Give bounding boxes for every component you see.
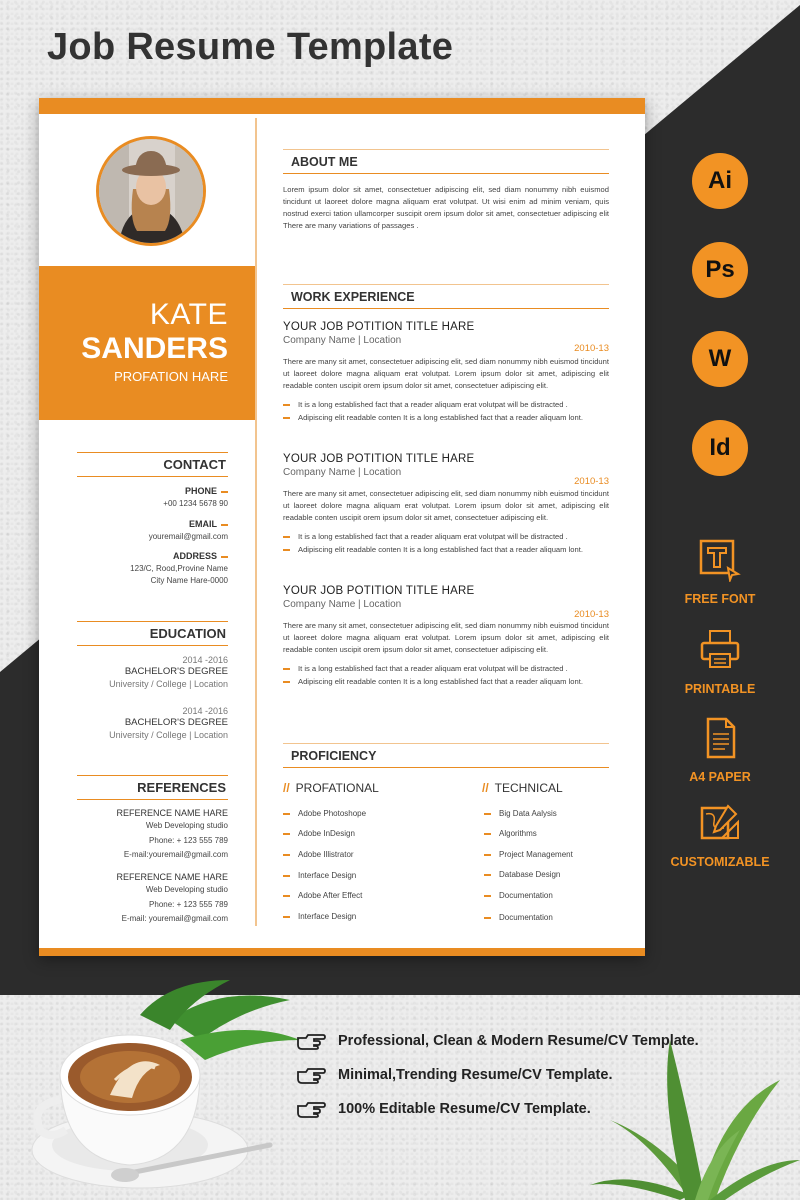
document-icon <box>698 716 742 760</box>
contact-heading: CONTACT <box>77 452 228 477</box>
dash-icon <box>283 549 290 551</box>
dash-icon <box>283 681 290 683</box>
work-years: 2010-13 <box>574 343 609 354</box>
education-item <box>77 654 228 690</box>
reference-name: REFERENCE NAME HARE <box>116 872 228 882</box>
reference-phone: Phone: + 123 555 789 <box>149 900 228 909</box>
page-title: Job Resume Template <box>47 26 454 68</box>
feature-label: A4 PAPER <box>689 770 751 784</box>
pointing-hand-icon <box>296 1032 326 1050</box>
phone-label: PHONE <box>184 486 217 496</box>
design-tools-icon <box>698 802 742 846</box>
profile-photo <box>96 136 206 246</box>
work-bullet: It is a long established fact that a reader aliquam erat volutpat will be distracted . <box>283 400 568 409</box>
education-years: 2014 -2016 <box>182 706 228 716</box>
work-description: There are many sit amet, consectetuer adipiscing elit, sed diam nonummy nibh euismod tincidunt ut laoreet dolore magna aliquam erat volutpat. Lorem ipsum dolor sit amet, adipiscing elit readable conten uscipit orem ipsum dolor sit amet, consectetuer adipiscing elit. <box>283 489 609 522</box>
dash-icon <box>221 556 228 558</box>
education-years: 2014 -2016 <box>182 655 228 665</box>
work-bullet: It is a long established fact that a reader aliquam erat volutpat will be distracted . <box>283 664 568 673</box>
work-title: YOUR JOB POTITION TITLE HARE <box>283 453 475 465</box>
pointing-hand-icon <box>296 1100 326 1118</box>
dash-icon <box>283 895 290 897</box>
dash-icon <box>283 854 290 856</box>
work-description: There are many sit amet, consectetuer adipiscing elit, sed diam nonummy nibh euismod tincidunt ut laoreet dolore magna aliquam erat volutpat. Lorem ipsum dolor sit amet, adipiscing elit readable conten uscipit orem ipsum dolor sit amet, consectetuer adipiscing elit. <box>283 357 609 390</box>
feature-label: FREE FONT <box>684 592 756 606</box>
proficiency-heading: PROFICIENCY <box>283 743 609 768</box>
name-band <box>39 266 255 420</box>
reference-org: Web Developing studio <box>145 820 228 830</box>
dash-icon <box>484 833 491 835</box>
reference-item <box>77 872 228 924</box>
profession-title: PROFATION HARE <box>114 369 228 384</box>
education-school: University / College | Location <box>109 730 228 740</box>
work-description: There are many sit amet, consectetuer adipiscing elit, sed diam nonummy nibh euismod tincidunt ut laoreet dolore magna aliquam erat volutpat. Lorem ipsum dolor sit amet, adipiscing elit readable conten uscipit orem ipsum dolor sit amet, consectetuer adipiscing elit. <box>283 621 609 654</box>
dash-icon <box>283 404 290 406</box>
promo-item: Professional, Clean & Modern Resume/CV Template. <box>296 1032 699 1050</box>
skill-item: Adobe Illistrator <box>283 850 354 859</box>
dash-icon <box>283 813 290 815</box>
education-degree: BACHELOR'S DEGREE <box>124 717 228 728</box>
coffee-cup-illustration <box>20 980 300 1195</box>
education-degree: BACHELOR'S DEGREE <box>124 666 228 677</box>
dash-icon <box>221 491 228 493</box>
email-value: youremail@gmail.com <box>148 532 228 541</box>
work-bullet: Adipiscing elit readable conten It is a long established fact that a reader aliquam lont. <box>283 413 583 422</box>
feature-label: CUSTOMIZABLE <box>670 855 770 869</box>
work-years: 2010-13 <box>574 476 609 487</box>
dash-icon <box>484 854 491 856</box>
reference-phone: Phone: + 123 555 789 <box>149 836 228 845</box>
dash-icon <box>283 833 290 835</box>
skill-item: Database Design <box>484 870 560 879</box>
work-company: Company Name | Location <box>283 599 402 610</box>
sheet-top-bar <box>39 98 645 114</box>
reference-org: Web Developing studio <box>145 884 228 894</box>
dash-icon <box>283 875 290 877</box>
reference-email: E-mail:youremail@gmail.com <box>123 849 228 859</box>
dash-icon <box>484 895 491 897</box>
work-bullet: Adipiscing elit readable conten It is a long established fact that a reader aliquam lont. <box>283 677 583 686</box>
work-company: Company Name | Location <box>283 467 402 478</box>
dash-icon <box>283 916 290 918</box>
skill-item: Documentation <box>484 913 553 922</box>
about-heading: ABOUT ME <box>283 149 609 174</box>
address-line2: City Name Hare-0000 <box>150 576 228 585</box>
last-name: SANDERS <box>81 332 228 365</box>
skill-item: Project Management <box>484 850 573 859</box>
printer-icon <box>698 628 742 672</box>
contact-email-block <box>77 518 228 543</box>
sheet-bottom-bar <box>39 948 645 956</box>
skill-item: Adobe InDesign <box>283 829 355 838</box>
references-heading: REFERENCES <box>77 775 228 800</box>
reference-email: E-mail: youremail@gmail.com <box>121 913 228 923</box>
dash-icon <box>221 524 228 526</box>
plant-illustration <box>590 1000 800 1200</box>
resume-sheet <box>39 98 645 956</box>
work-bullet: Adipiscing elit readable conten It is a long established fact that a reader aliquam lont. <box>283 545 583 554</box>
work-title: YOUR JOB POTITION TITLE HARE <box>283 321 475 333</box>
phone-value: +00 1234 5678 90 <box>163 499 228 508</box>
professional-subheading: // PROFATIONAL <box>283 781 379 795</box>
first-name: KATE <box>149 298 228 331</box>
address-line1: 123/C, Rood,Provine Name <box>130 564 228 573</box>
indesign-badge: Id <box>692 420 748 476</box>
technical-subheading: // TECHNICAL <box>482 781 563 795</box>
skill-item: Adobe Photoshope <box>283 809 366 818</box>
illustrator-badge: Ai <box>692 153 748 209</box>
column-divider <box>255 118 257 926</box>
skill-item: Documentation <box>484 891 553 900</box>
font-icon <box>698 538 742 582</box>
work-bullet: It is a long established fact that a reader aliquam erat volutpat will be distracted . <box>283 532 568 541</box>
photoshop-badge: Ps <box>692 242 748 298</box>
dash-icon <box>283 536 290 538</box>
education-school: University / College | Location <box>109 679 228 689</box>
reference-name: REFERENCE NAME HARE <box>116 808 228 818</box>
dash-icon <box>484 813 491 815</box>
work-heading: WORK EXPERIENCE <box>283 284 609 309</box>
dash-icon <box>283 668 290 670</box>
work-years: 2010-13 <box>574 609 609 620</box>
email-label: EMAIL <box>189 519 217 529</box>
about-text: Lorem ipsum dolor sit amet, consectetuer adipiscing elit, sed diam nonummy nibh euismod tincidunt ut laoreet dolore magna aliquam erat volutpat. Ut wisi enim ad minim veniam, quis nostrud exerci tation ullamcorper suscipit orem ipsum dolor sit amet, consectetuer adipiscing elit There are many variations of passages . <box>283 185 609 230</box>
reference-item <box>77 808 228 860</box>
skill-item: Algorithms <box>484 829 537 838</box>
promo-item: Minimal,Trending Resume/CV Template. <box>296 1066 612 1084</box>
contact-phone-block <box>77 485 228 510</box>
contact-address-block <box>77 550 228 587</box>
skill-item: Interface Design <box>283 871 356 880</box>
word-badge: W <box>692 331 748 387</box>
education-heading: EDUCATION <box>77 621 228 646</box>
promo-item: 100% Editable Resume/CV Template. <box>296 1100 591 1118</box>
work-company: Company Name | Location <box>283 335 402 346</box>
skill-item: Adobe After Effect <box>283 891 362 900</box>
feature-label: PRINTABLE <box>684 682 756 696</box>
work-title: YOUR JOB POTITION TITLE HARE <box>283 585 475 597</box>
education-item <box>77 705 228 741</box>
address-label: ADDRESS <box>172 551 217 561</box>
pointing-hand-icon <box>296 1066 326 1084</box>
dash-icon <box>484 917 491 919</box>
dash-icon <box>283 417 290 419</box>
dash-icon <box>484 874 491 876</box>
skill-item: Big Data Aalysis <box>484 809 557 818</box>
skill-item: Interface Design <box>283 912 356 921</box>
